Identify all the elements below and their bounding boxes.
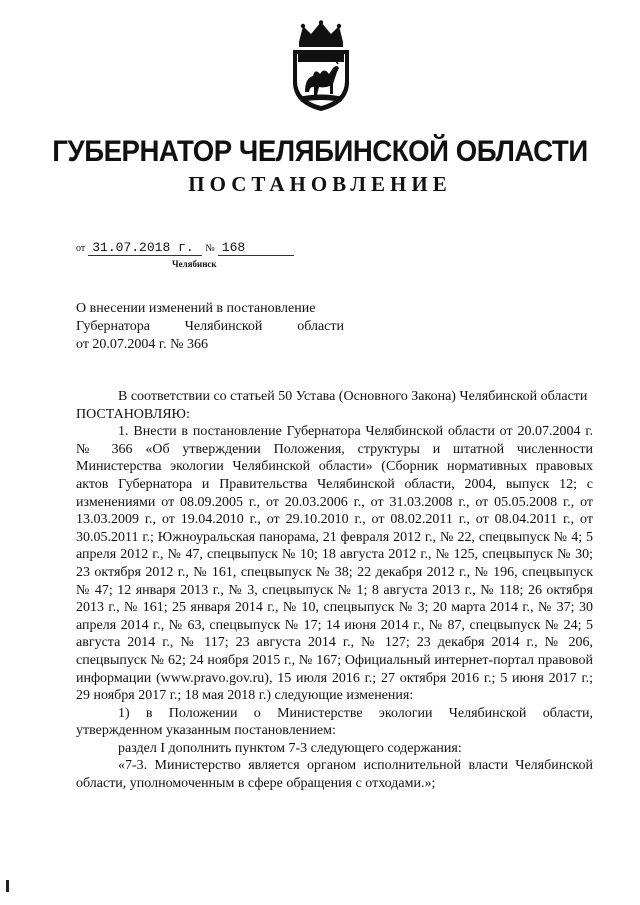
coat-of-arms-emblem	[285, 20, 357, 112]
item-1-paragraph: 1. Внести в постановление Губернатора Челябинской области от 20.07.2004 г. № 366 «Об утверждении Положения, структуры и штатной численности Министерства экологии Челябинской области» (Сборник нормативных правовых актов Губернатора и Правительства Челябинской области, 2004, выпуск 12; с изменениями от 08.09.2005 г., от 20.03.2006 г., от 31.03.2008 г., от 05.05.2008 г., от 13.03.2009 г., от 19.04.2010 г., от 29.10.2010 г., от 08.02.2011 г., от 08.04.2011 г., от 30.05.2011 г.; Южноуральская панорама, 21 февраля 2012 г., № 22, спецвыпуск № 4; 5 апреля 2012 г., № 47, спецвыпуск № 10; 18 августа 2012 г., № 125, спецвыпуск № 30; 23 октября 2012 г., № 161, спецвыпуск № 38; 22 декабря 2012 г., № 196, спецвыпуск № 47; 12 января 2013 г., № 3, спецвыпуск № 1; 8 августа 2013 г., № 118; 26 октября 2013 г., № 161; 25 января 2014 г., № 10, спецвыпуск № 3; 20 марта 2014 г., № 37; 30 апреля 2014 г., № 63, спецвыпуск № 17; 14 июня 2014 г., № 87, спецвыпуск № 24; 5 августа 2014 г., № 117; 23 августа 2014 г., № 127; 23 декабря 2014 г., № 206, спецвыпуск № 62; 24 ноября 2015 г., № 167; Официальный интернет-портал правовой информации (www.pravo.gov.ru), 15 июля 2016 г.; 27 октября 2016 г.; 5 июня 2017 г.; 29 ноября 2017 г.; 18 мая 2018 г.) следующие изменения:	[76, 424, 593, 704]
subject-line-2: Губернатора Челябинской области	[76, 319, 344, 334]
document-date: 31.07.2018 г.	[88, 240, 202, 256]
section-addition-paragraph: раздел I дополнить пунктом 7-3 следующего содержания:	[118, 740, 462, 756]
preamble-paragraph: В соответствии со статьей 50 Устава (Основного Закона) Челябинской области	[118, 389, 588, 404]
scan-edge-mark	[6, 880, 9, 892]
authority-title: ГУБЕРНАТОР ЧЕЛЯБИНСКОЙ ОБЛАСТИ	[52, 135, 588, 168]
document-number: 168	[218, 240, 294, 256]
date-prefix: от	[76, 243, 86, 254]
subject-line-1: О внесении изменений в постановление	[76, 301, 316, 316]
subitem-1-paragraph: 1) в Положении о Министерстве экологии Челябинской области, утвержденном указанным постановлением:	[76, 705, 593, 739]
number-prefix: №	[205, 243, 215, 254]
date-number-line	[76, 240, 294, 256]
document-body	[76, 388, 593, 793]
resolve-heading: ПОСТАНОВЛЯЮ:	[76, 406, 190, 422]
quoted-clause-paragraph: «7-3. Министерство является органом исполнительной власти Челябинской области, уполномоченным в сфере обращения с отходами.»;	[76, 758, 593, 792]
document-type: ПОСТАНОВЛЕНИЕ	[188, 172, 452, 196]
city-label: Челябинск	[172, 259, 217, 269]
document-subject	[76, 300, 344, 354]
subject-line-3: от 20.07.2004 г. № 366	[76, 337, 208, 352]
